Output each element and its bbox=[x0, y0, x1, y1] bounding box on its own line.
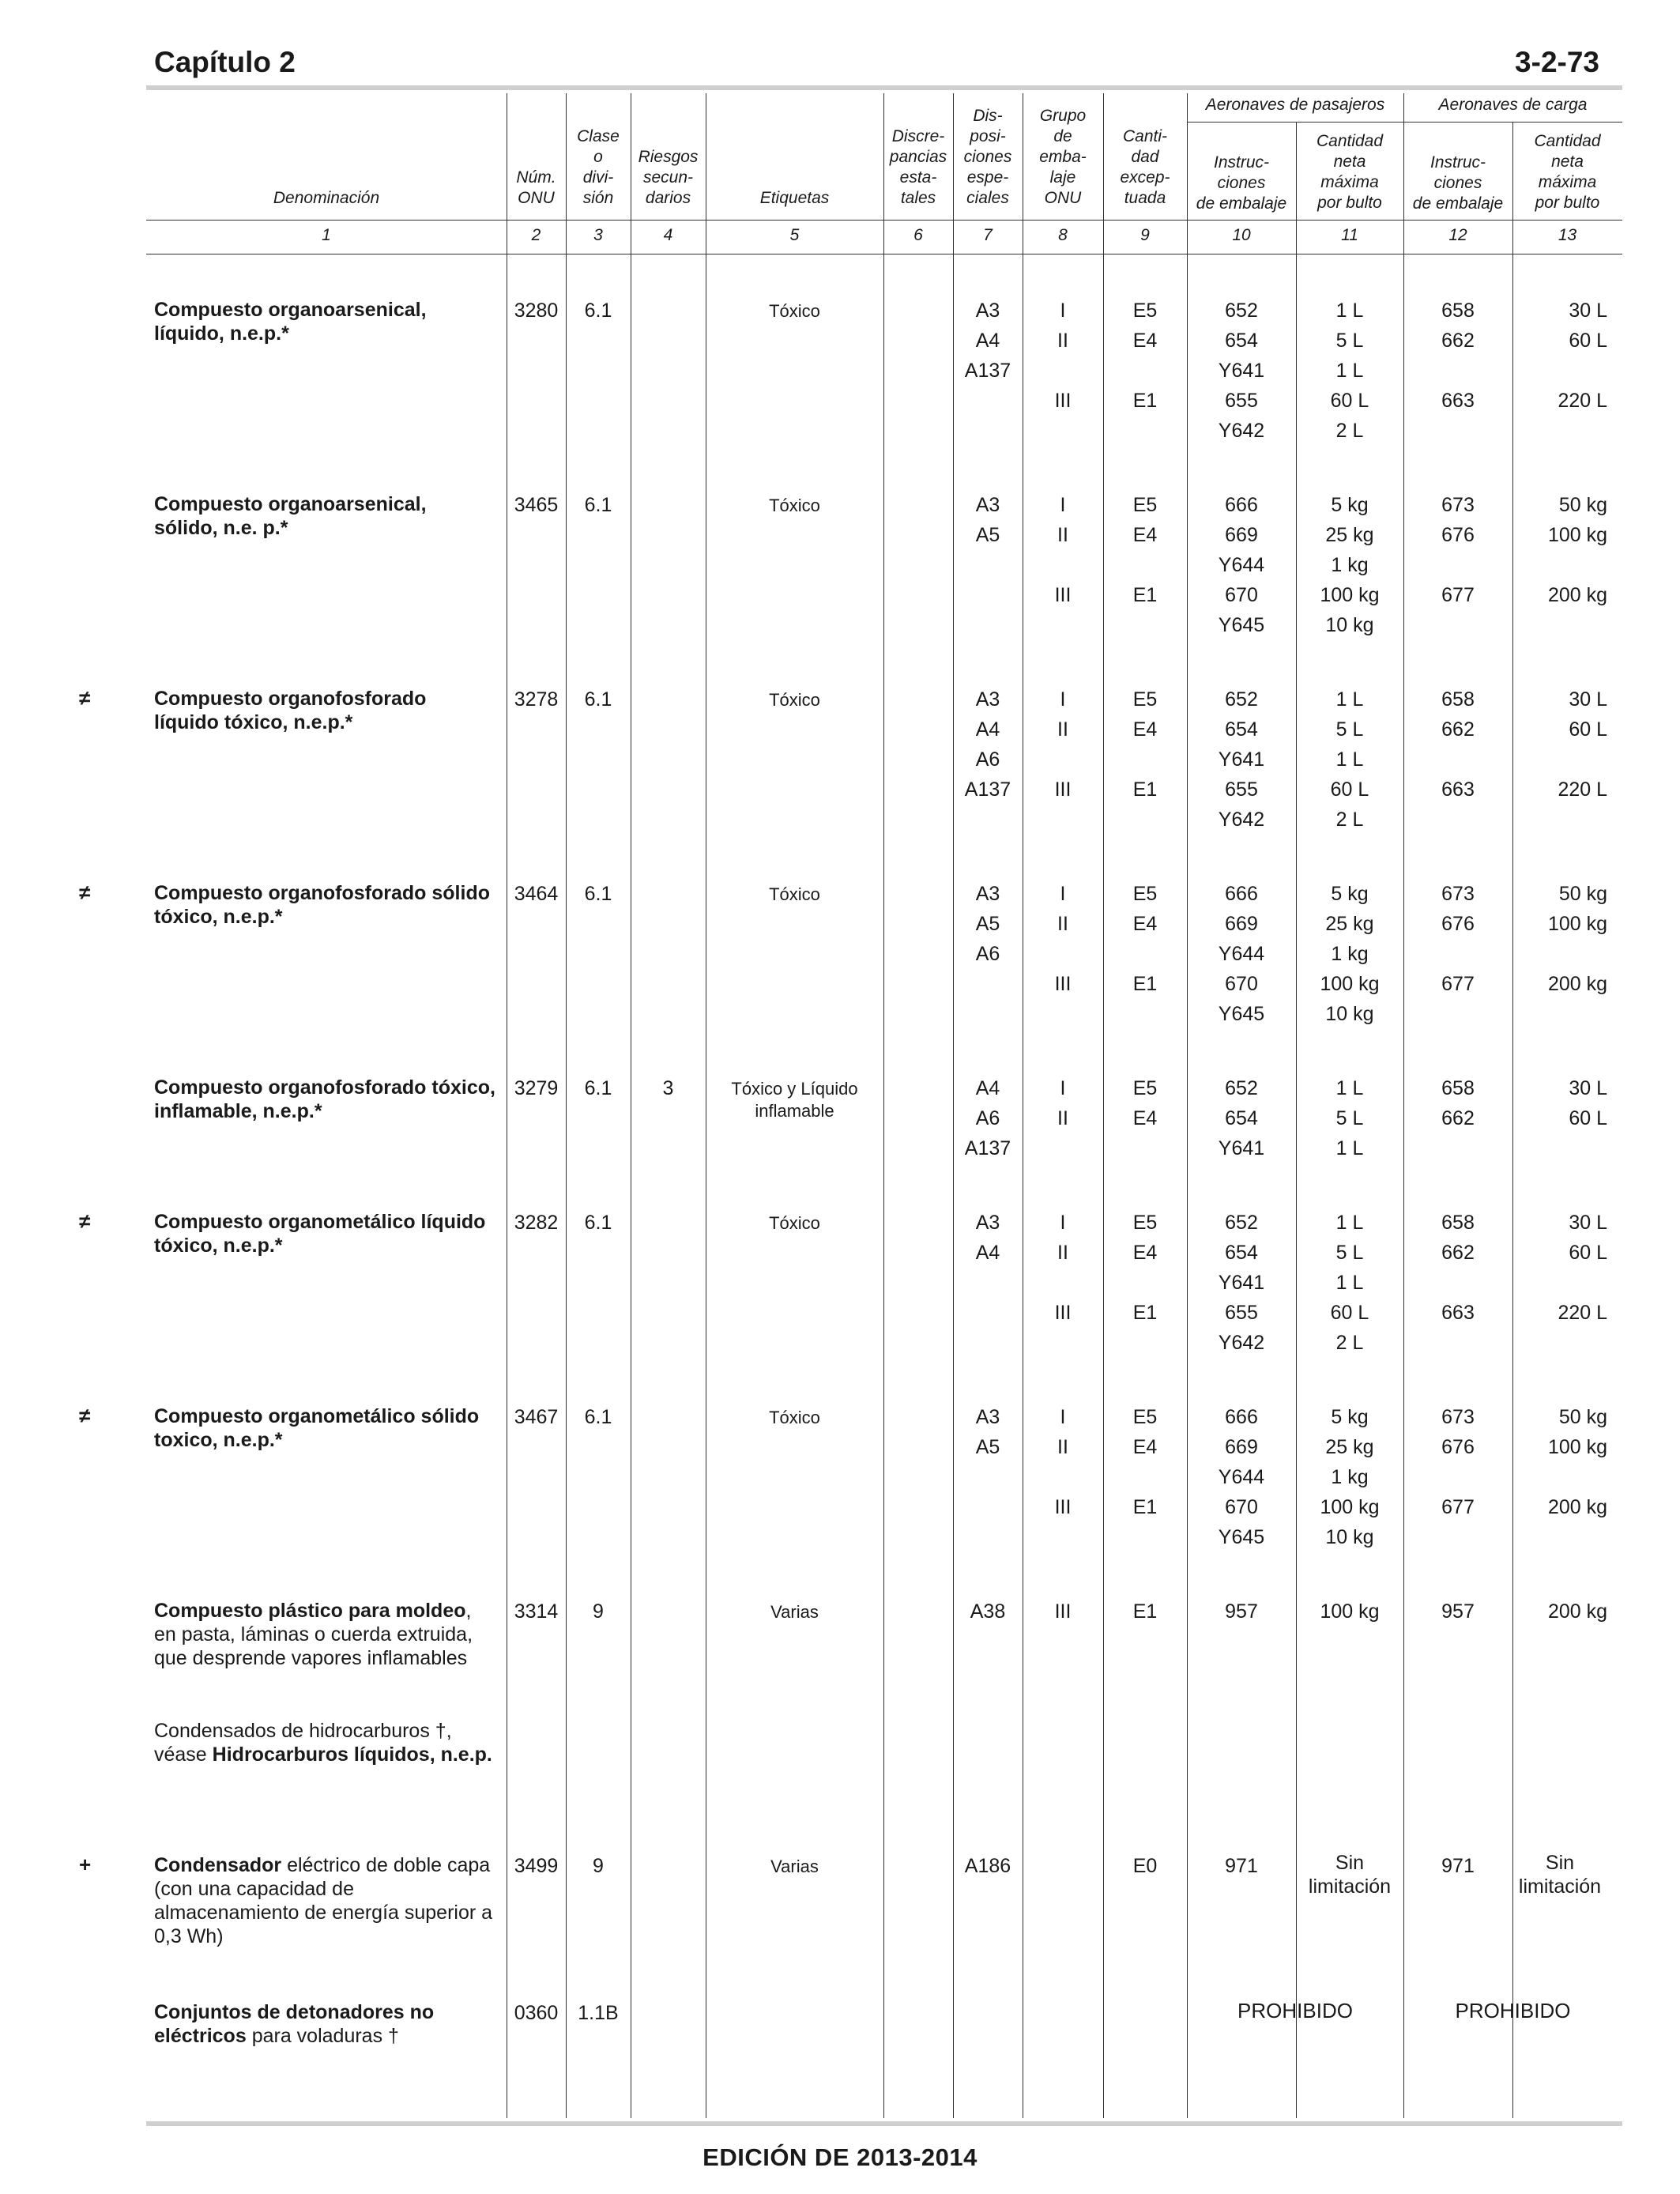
cell-class: 6.1 bbox=[584, 494, 612, 516]
substance-name bbox=[154, 1076, 495, 1123]
cell-pax-instr: 652 654 Y641 655 Y642 bbox=[1218, 300, 1265, 442]
cell-pax-instr: 652 654 Y641 655 Y642 bbox=[1218, 688, 1265, 831]
name-normal: , en pasta, láminas o cuerda extruida, que desprende vapores inflamables bbox=[154, 1600, 473, 1669]
group-rule bbox=[1187, 122, 1622, 123]
col-header-pax-instr: Instruc- ciones de embalaje bbox=[1196, 153, 1287, 213]
cell-cargo-qty: Sin limitación bbox=[1518, 1852, 1602, 1898]
name-bold: Compuesto organofosforado sólido tóxico, n.e.p.* bbox=[154, 882, 490, 928]
cell-cargo-instr: 957 bbox=[1441, 1600, 1475, 1623]
col-line bbox=[883, 93, 884, 2118]
group-header-cargo: Aeronaves de carga bbox=[1438, 96, 1588, 114]
cell-pax-instr: 666 669 Y644 670 Y645 bbox=[1218, 883, 1265, 1025]
cell-special: A186 bbox=[964, 1855, 1011, 1877]
bottom-rule bbox=[146, 2121, 1622, 2126]
cell-eq: E5 E4 bbox=[1132, 1077, 1158, 1129]
col-number: 10 bbox=[1232, 226, 1251, 244]
cell-un: 3278 bbox=[514, 688, 559, 711]
name-bold: Compuesto plástico para moldeo bbox=[154, 1600, 466, 1622]
col-number: 8 bbox=[1058, 226, 1068, 244]
substance-name bbox=[154, 1853, 495, 1948]
cell-cargo-instr: 673 676 677 bbox=[1441, 883, 1475, 995]
cell-pax-qty: 100 kg bbox=[1320, 1600, 1380, 1623]
cell-pg: I II III bbox=[1054, 688, 1072, 801]
substance-name bbox=[154, 1404, 495, 1452]
col-header-cargo-qty: Cantidad neta máxima por bulto bbox=[1534, 132, 1601, 212]
col-header-variations: Discre- pancias esta- tales bbox=[889, 127, 947, 207]
cell-labels: Varias bbox=[770, 1602, 819, 1622]
cell-un: 3465 bbox=[514, 494, 559, 516]
cell-eq: E0 bbox=[1132, 1855, 1158, 1877]
page-number: 3-2-73 bbox=[1515, 46, 1599, 78]
cell-class: 6.1 bbox=[584, 1212, 612, 1234]
cell-un: 3467 bbox=[514, 1406, 559, 1428]
cell-special: A38 bbox=[970, 1600, 1006, 1623]
cell-class: 6.1 bbox=[584, 1077, 612, 1099]
col-number: 1 bbox=[322, 226, 331, 244]
edition-footer: EDICIÓN DE 2013-2014 bbox=[703, 2143, 977, 2171]
cell-pax-instr: 666 669 Y644 670 Y645 bbox=[1218, 1406, 1265, 1548]
name-bold: Compuesto organometálico sólido toxico, n.e.p.* bbox=[154, 1405, 480, 1451]
cell-class: 6.1 bbox=[584, 883, 612, 905]
cell-pax-qty: 5 kg 25 kg 1 kg 100 kg 10 kg bbox=[1320, 1406, 1380, 1548]
cell-pg: I II III bbox=[1054, 883, 1072, 995]
revision-marker: ≠ bbox=[79, 1209, 91, 1233]
cell-pax-qty: 1 L 5 L 1 L 60 L 2 L bbox=[1330, 688, 1369, 831]
name-normal: eléctrico de doble capa (con una capacidad de almacenamiento de energía superior a 0,3 Wh) bbox=[154, 1854, 493, 1947]
cell-class: 6.1 bbox=[584, 1406, 612, 1428]
cell-pax-instr: 957 bbox=[1225, 1600, 1258, 1623]
cell-special: A3 A5 bbox=[975, 1406, 1000, 1458]
cell-pg: I II III bbox=[1054, 1406, 1072, 1518]
col-header-class: Clase o divi- sión bbox=[577, 127, 620, 207]
cell-cargo-instr: 673 676 677 bbox=[1441, 1406, 1475, 1518]
revision-marker: ≠ bbox=[79, 1404, 91, 1427]
cell-special: A3 A4 A6 A137 bbox=[964, 688, 1011, 801]
cell-pax-instr: 652 654 Y641 655 Y642 bbox=[1218, 1212, 1265, 1354]
revision-marker: ≠ bbox=[79, 686, 91, 710]
name-bold: Compuesto organofosforado líquido tóxico, n.e.p.* bbox=[154, 688, 427, 733]
name-bold: Compuesto organometálico líquido tóxico, n.e.p.* bbox=[154, 1211, 486, 1257]
cell-labels: Varias bbox=[770, 1857, 819, 1876]
cell-cargo-instr: 971 bbox=[1441, 1855, 1475, 1877]
cell-class: 6.1 bbox=[584, 300, 612, 322]
cell-eq: E5 E4 E1 bbox=[1132, 883, 1158, 995]
col-header-packing-group: Grupo de emba- laje ONU bbox=[1039, 107, 1087, 207]
cell-cargo-instr: 658 662 bbox=[1441, 1077, 1475, 1129]
cell-class: 9 bbox=[593, 1600, 604, 1623]
col-number: 9 bbox=[1140, 226, 1150, 244]
cell-eq: E5 E4 E1 bbox=[1132, 300, 1158, 412]
col-header-labels: Etiquetas bbox=[759, 189, 830, 207]
cell-labels: Tóxico bbox=[769, 1213, 820, 1233]
substance-name bbox=[154, 881, 495, 929]
cell-pax-qty: Sin limitación bbox=[1308, 1852, 1392, 1898]
substance-name bbox=[154, 687, 495, 734]
chapter-title: Capítulo 2 bbox=[154, 46, 296, 78]
substance-name bbox=[154, 1210, 495, 1257]
cell-cargo-qty: 30 L 60 L bbox=[1569, 1077, 1607, 1129]
cell-un: 3314 bbox=[514, 1600, 559, 1623]
cell-cargo-qty: 30 L 60 L 220 L bbox=[1558, 688, 1607, 801]
substance-name bbox=[154, 1719, 495, 1766]
cell-cargo-instr: 658 662 663 bbox=[1441, 1212, 1475, 1324]
cell-class: 1.1B bbox=[578, 2002, 619, 2024]
cell-un: 3280 bbox=[514, 300, 559, 322]
cell-labels: Tóxico bbox=[769, 496, 820, 515]
col-header-name: Denominación bbox=[273, 189, 380, 207]
col-number: 5 bbox=[789, 226, 800, 244]
col-number: 13 bbox=[1558, 226, 1577, 244]
substance-name bbox=[154, 1599, 495, 1670]
cell-cargo-qty: 30 L 60 L 220 L bbox=[1558, 300, 1607, 412]
name-bold: Hidrocarburos líquidos, n.e.p. bbox=[212, 1744, 492, 1766]
cell-eq: E5 E4 E1 bbox=[1132, 1406, 1158, 1518]
top-rule bbox=[146, 85, 1622, 90]
substance-name bbox=[154, 492, 495, 540]
cell-pax-instr: 971 bbox=[1225, 1855, 1258, 1877]
prohibited-cargo: PROHIBIDO bbox=[1455, 1999, 1571, 2022]
cell-un: 0360 bbox=[514, 2002, 559, 2024]
col-header-un: Núm. ONU bbox=[516, 168, 556, 207]
cell-cargo-instr: 673 676 677 bbox=[1441, 494, 1475, 606]
revision-marker: + bbox=[79, 1853, 92, 1876]
cell-cargo-qty: 50 kg 100 kg 200 kg bbox=[1547, 1406, 1607, 1518]
cell-labels: Tóxico bbox=[769, 884, 820, 904]
cell-cargo-instr: 658 662 663 bbox=[1441, 300, 1475, 412]
cell-special: A3 A4 A137 bbox=[964, 300, 1011, 382]
cell-pax-instr: 652 654 Y641 bbox=[1218, 1077, 1265, 1159]
cell-labels: Tóxico bbox=[769, 301, 820, 321]
col-number: 2 bbox=[531, 226, 541, 244]
substance-name bbox=[154, 2000, 495, 2048]
col-number: 11 bbox=[1341, 226, 1358, 244]
cell-special: A4 A6 A137 bbox=[964, 1077, 1011, 1159]
cell-class: 6.1 bbox=[584, 688, 612, 711]
name-bold: Compuesto organofosforado tóxico, inflamable, n.e.p.* bbox=[154, 1076, 495, 1122]
cell-un: 3282 bbox=[514, 1212, 559, 1234]
col-number: 3 bbox=[593, 226, 603, 244]
cell-pax-qty: 1 L 5 L 1 L 60 L 2 L bbox=[1330, 300, 1369, 442]
cell-labels: Tóxico bbox=[769, 690, 820, 710]
cell-un: 3464 bbox=[514, 883, 559, 905]
col-number: 6 bbox=[913, 226, 923, 244]
header-rule bbox=[146, 220, 1622, 221]
name-normal: para voladuras † bbox=[246, 2025, 399, 2047]
prohibited-passenger: PROHIBIDO bbox=[1237, 1999, 1353, 2022]
cell-eq: E5 E4 E1 bbox=[1132, 688, 1158, 801]
cell-pax-qty: 1 L 5 L 1 L 60 L 2 L bbox=[1330, 1212, 1369, 1354]
col-header-cargo-instr: Instruc- ciones de embalaje bbox=[1412, 153, 1504, 213]
cell-pg: I II III bbox=[1054, 1212, 1072, 1324]
cell-un: 3279 bbox=[514, 1077, 559, 1099]
cell-cargo-instr: 658 662 663 bbox=[1441, 688, 1475, 801]
cell-subsidiary: 3 bbox=[662, 1077, 674, 1099]
name-bold: Compuesto organoarsenical, sólido, n.e. p.* bbox=[154, 493, 427, 539]
col-number: 7 bbox=[983, 226, 993, 244]
col-header-pax-qty: Cantidad neta máxima por bulto bbox=[1316, 132, 1384, 212]
cell-pax-instr: 666 669 Y644 670 Y645 bbox=[1218, 494, 1265, 636]
col-header-special: Dis- posi- ciones espe- ciales bbox=[963, 107, 1012, 207]
name-bold: Compuesto organoarsenical, líquido, n.e.p.* bbox=[154, 299, 427, 345]
cell-labels: Tóxico y Líquido inflamable bbox=[731, 1079, 858, 1121]
cell-pg: I II bbox=[1057, 1077, 1068, 1129]
cell-special: A3 A5 A6 bbox=[975, 883, 1000, 965]
cell-eq: E5 E4 E1 bbox=[1132, 494, 1158, 606]
cell-pg: I II III bbox=[1054, 300, 1072, 412]
cell-pax-qty: 5 kg 25 kg 1 kg 100 kg 10 kg bbox=[1320, 883, 1380, 1025]
cell-class: 9 bbox=[593, 1855, 604, 1877]
cell-special: A3 A5 bbox=[975, 494, 1000, 546]
cell-cargo-qty: 50 kg 100 kg 200 kg bbox=[1547, 883, 1607, 995]
group-header-passenger: Aeronaves de pasajeros bbox=[1205, 96, 1385, 114]
name-prefix: Condensados de hidrocarburos †, véase bbox=[154, 1720, 452, 1766]
cell-pg: III bbox=[1054, 1600, 1072, 1623]
cell-cargo-qty: 200 kg bbox=[1547, 1600, 1607, 1623]
cell-labels: Tóxico bbox=[769, 1408, 820, 1427]
cell-eq: E1 bbox=[1132, 1600, 1158, 1623]
col-number: 4 bbox=[663, 226, 673, 244]
col-header-subsidiary: Riesgos secun- darios bbox=[638, 148, 699, 207]
cell-pg: I II III bbox=[1054, 494, 1072, 606]
cell-pax-qty: 1 L 5 L 1 L bbox=[1335, 1077, 1364, 1159]
revision-marker: ≠ bbox=[79, 880, 91, 904]
col-number: 12 bbox=[1448, 226, 1467, 244]
cell-cargo-qty: 50 kg 100 kg 200 kg bbox=[1547, 494, 1607, 606]
col-line bbox=[566, 93, 567, 2118]
substance-name bbox=[154, 298, 495, 345]
cell-cargo-qty: 30 L 60 L 220 L bbox=[1558, 1212, 1607, 1324]
cell-special: A3 A4 bbox=[975, 1212, 1000, 1264]
col-header-excepted: Canti- dad excep- tuada bbox=[1120, 127, 1170, 207]
cell-pax-qty: 5 kg 25 kg 1 kg 100 kg 10 kg bbox=[1320, 494, 1380, 636]
cell-eq: E5 E4 E1 bbox=[1132, 1212, 1158, 1324]
name-bold: Conjuntos de detonadores no eléctricos bbox=[154, 2001, 435, 2047]
name-bold: Condensador bbox=[154, 1854, 282, 1876]
cell-un: 3499 bbox=[514, 1855, 559, 1877]
